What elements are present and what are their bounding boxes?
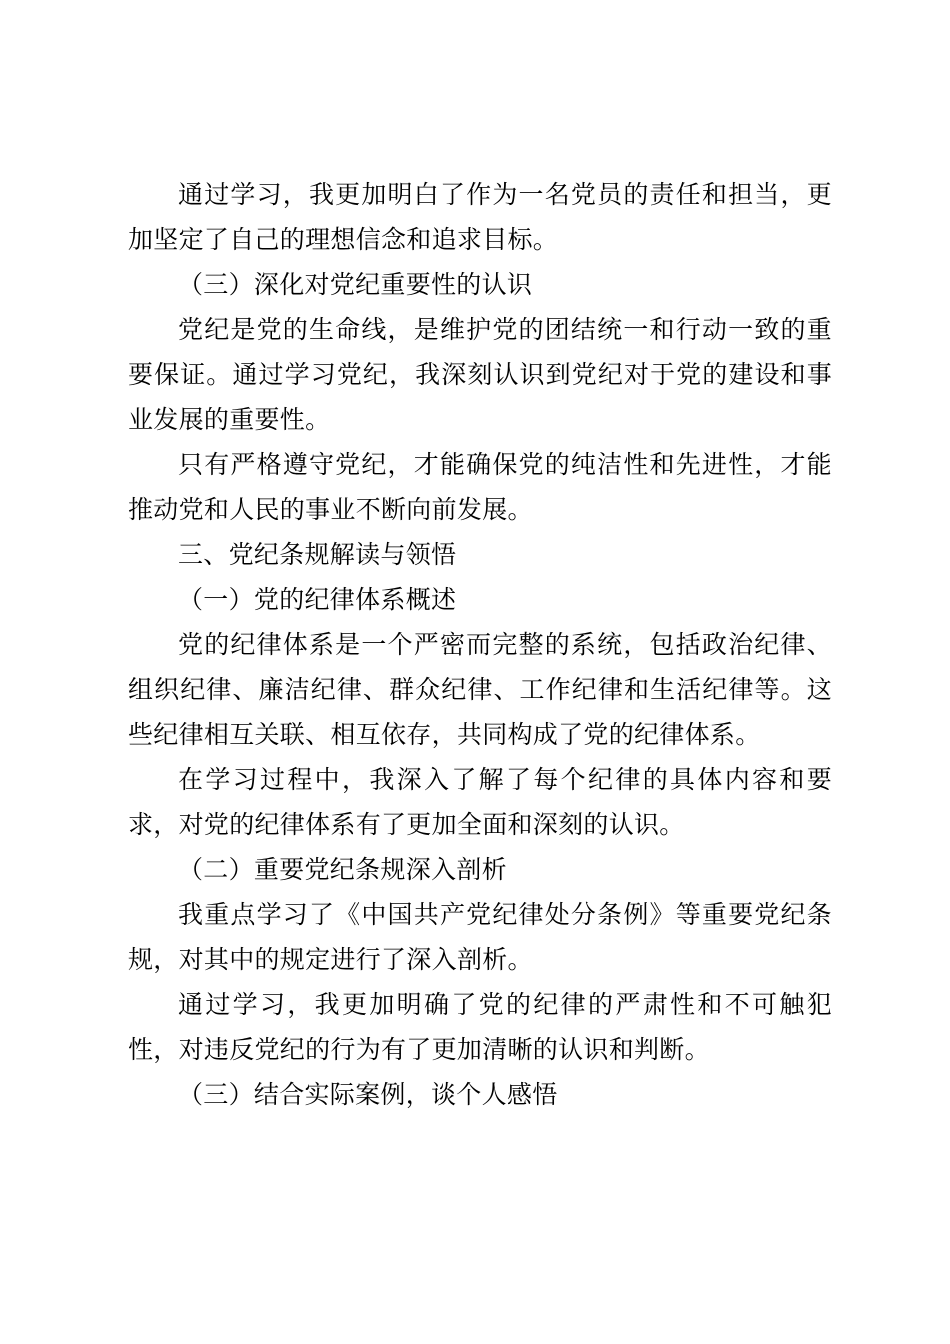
paragraph: 党的纪律体系是一个严密而完整的系统，包括政治纪律、组织纪律、廉洁纪律、群众纪律、工作纪律和生活纪律等。这些纪律相互关联、相互依存，共同构成了党的纪律体系。	[128, 630, 832, 749]
paragraph: 只有严格遵守党纪，才能确保党的纯洁性和先进性，才能推动党和人民的事业不断向前发展。	[128, 450, 832, 524]
paragraph: 党纪是党的生命线，是维护党的团结统一和行动一致的重要保证。通过学习党纪，我深刻认识到党纪对于党的建设和事业发展的重要性。	[128, 315, 832, 434]
section-heading: （二）重要党纪条规深入剖析	[178, 855, 507, 884]
section-heading: （三）结合实际案例，谈个人感悟	[178, 1080, 558, 1109]
paragraph: 在学习过程中，我深入了解了每个纪律的具体内容和要求，对党的纪律体系有了更加全面和深刻的认识。	[128, 765, 832, 839]
paragraph: 我重点学习了《中国共产党纪律处分条例》等重要党纪条规，对其中的规定进行了深入剖析。	[128, 900, 832, 974]
chapter-heading: 三、党纪条规解读与领悟	[178, 540, 457, 569]
document-body	[128, 172, 832, 1117]
paragraph: 通过学习，我更加明白了作为一名党员的责任和担当，更加坚定了自己的理想信念和追求目标。	[128, 180, 832, 254]
section-heading: （三）深化对党纪重要性的认识	[178, 270, 533, 299]
paragraph: 通过学习，我更加明确了党的纪律的严肃性和不可触犯性，对违反党纪的行为有了更加清晰的认识和判断。	[128, 990, 832, 1064]
section-heading: （一）党的纪律体系概述	[178, 585, 457, 614]
